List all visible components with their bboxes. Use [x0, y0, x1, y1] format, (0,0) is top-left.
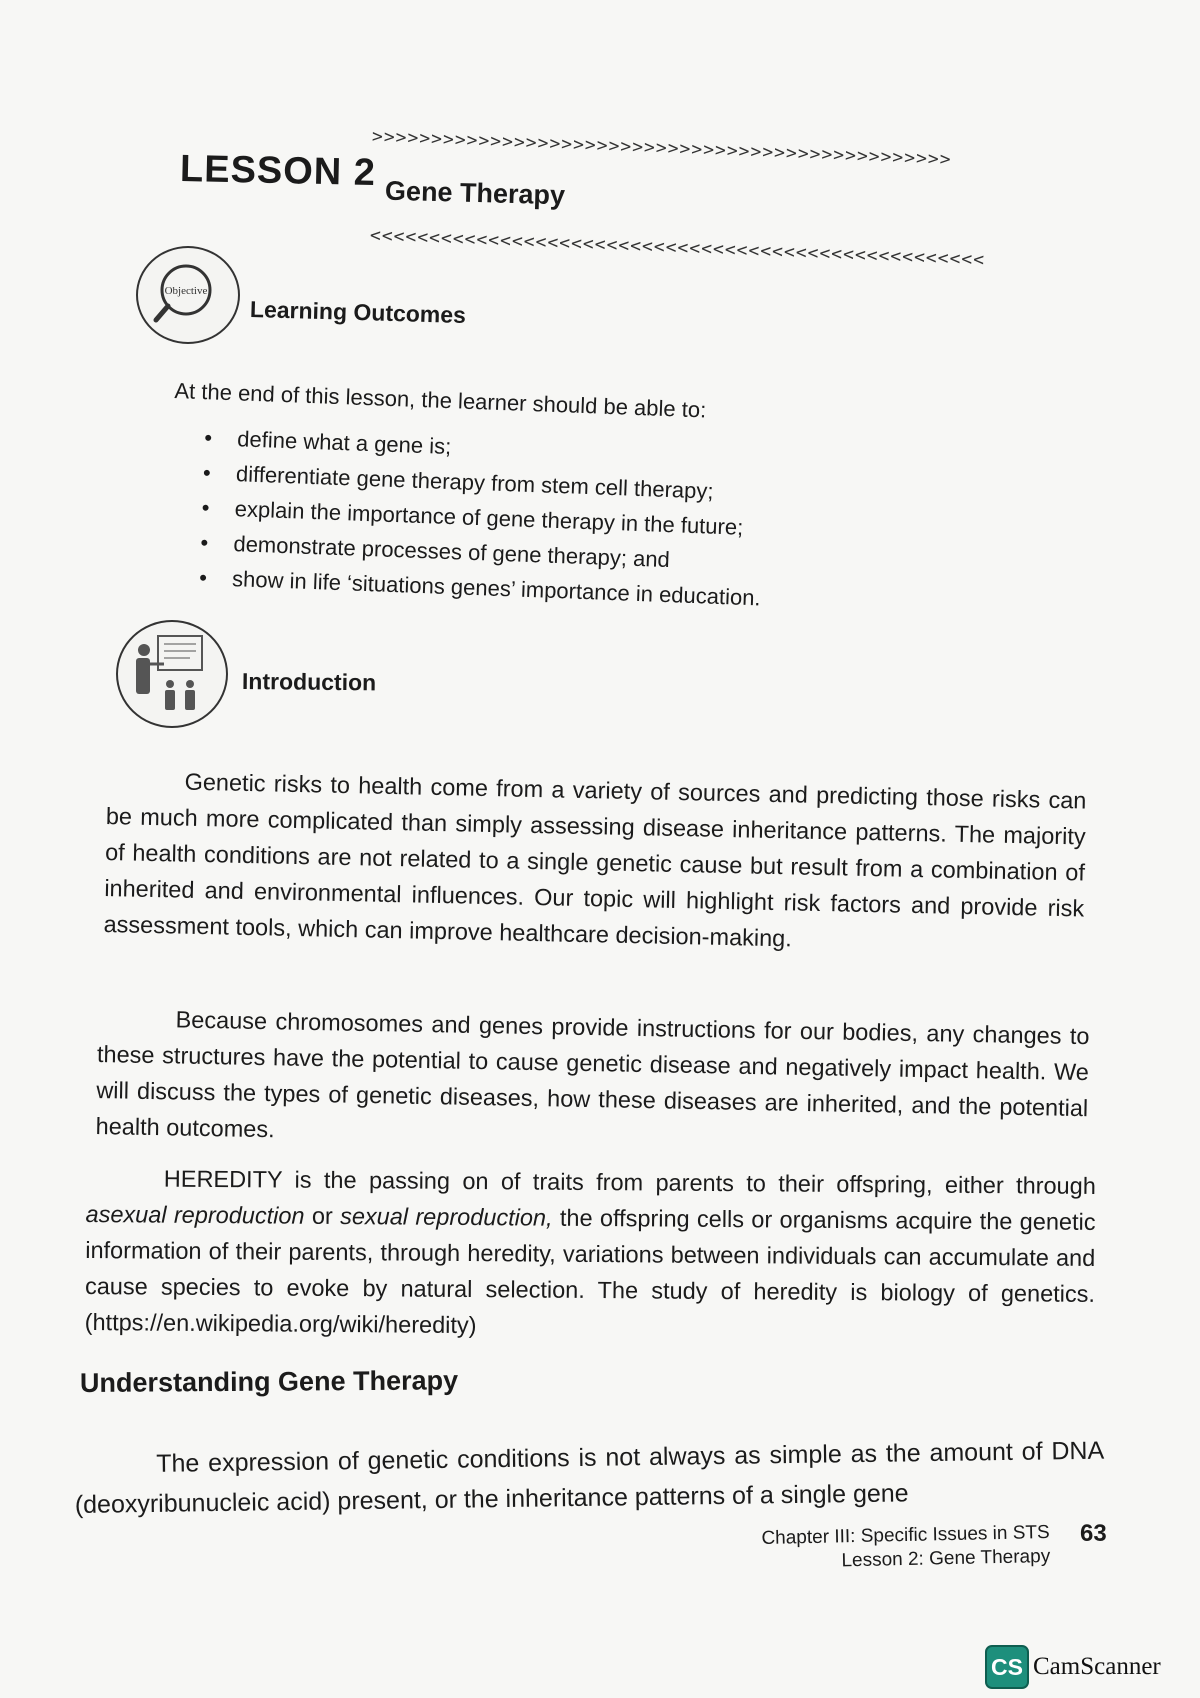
intro-paragraph-1: Genetic risks to health come from a variety of sources and predicting those risks can be much more complicated than simply assessing disease inheritance patterns. The majority of health conditions are not related to a single genetic cause but result from a combination of inherited and environmental influences. Our topic will highlight risk factors and provide risk assessment tools, which can improve healthcare decision-making.	[103, 768, 1087, 951]
camscanner-name: CamScanner	[1033, 1653, 1161, 1680]
introduction-heading: Introduction	[241, 668, 377, 696]
footer-lesson: Lesson 2: Gene Therapy	[841, 1545, 1051, 1572]
intro-paragraph-2: Because chromosomes and genes provide instructions for our bodies, any changes to these structures have the potential to cause genetic disease and negatively impact health. We will discuss the types of genetic diseases, how these diseases are inherited, and the potential health outcomes.	[95, 1005, 1090, 1142]
list-item: • show in life ‘situations genes’ importance in education.	[199, 560, 762, 616]
camscanner-watermark	[985, 1646, 1161, 1688]
outcomes-intro: At the end of this lesson, the learner should be able to:	[174, 378, 707, 423]
footer-chapter: Chapter III: Specific Issues in STS	[761, 1521, 1050, 1550]
objective-icon-label: Objective	[164, 285, 208, 297]
list-item: • explain the importance of gene therapy in the future;	[201, 490, 764, 546]
heredity-text-3: the offspring cells or organisms acquire the genetic information of their parents, through heredity, variations between individuals can accumulate and cause species to evoke by natural selection. The study of heredity is biology of genetics. (https://en.wikipedia.org/wiki/heredity)	[84, 1204, 1096, 1338]
page-number: 63	[1080, 1520, 1107, 1547]
understanding-heading: Understanding Gene Therapy	[79, 1365, 459, 1398]
list-item: • demonstrate processes of gene therapy; and	[200, 525, 763, 581]
presenter-board-icon	[116, 620, 228, 728]
lesson-number: LESSON 2	[179, 147, 377, 195]
understanding-paragraph: The expression of genetic conditions is not always as simple as the amount of DNA (deoxyribunucleic acid) present, or the inheritance patterns of a single gene	[74, 1436, 1105, 1519]
outcomes-list	[199, 420, 767, 615]
decorative-chevrons-top: >>>>>>>>>>>>>>>>>>>>>>>>>>>>>>>>>>>>>>>>>>>>>>>>>	[371, 126, 952, 171]
learning-outcomes-heading: Learning Outcomes	[249, 296, 467, 329]
page-footer	[760, 1521, 1051, 1575]
decorative-chevrons-bottom: <<<<<<<<<<<<<<<<<<<<<<<<<<<<<<<<<<<<<<<<<<<<<<<<<<<<	[369, 225, 986, 271]
camscanner-logo-icon: CS	[985, 1645, 1029, 1689]
lesson-title: Gene Therapy	[384, 175, 566, 211]
heredity-text-1: HEREDITY is the passing on of traits from parents to their offspring, either through	[163, 1165, 1096, 1199]
objective-magnifier-icon	[136, 246, 240, 344]
heredity-italic-1: asexual reproduction	[85, 1200, 305, 1229]
heredity-paragraph	[85, 1160, 1096, 1348]
list-item: • differentiate gene therapy from stem cell therapy;	[202, 455, 765, 511]
heredity-text-2: or	[304, 1202, 341, 1229]
heredity-italic-2: sexual reproduction,	[340, 1202, 553, 1231]
list-item: • define what a gene is;	[204, 420, 767, 476]
